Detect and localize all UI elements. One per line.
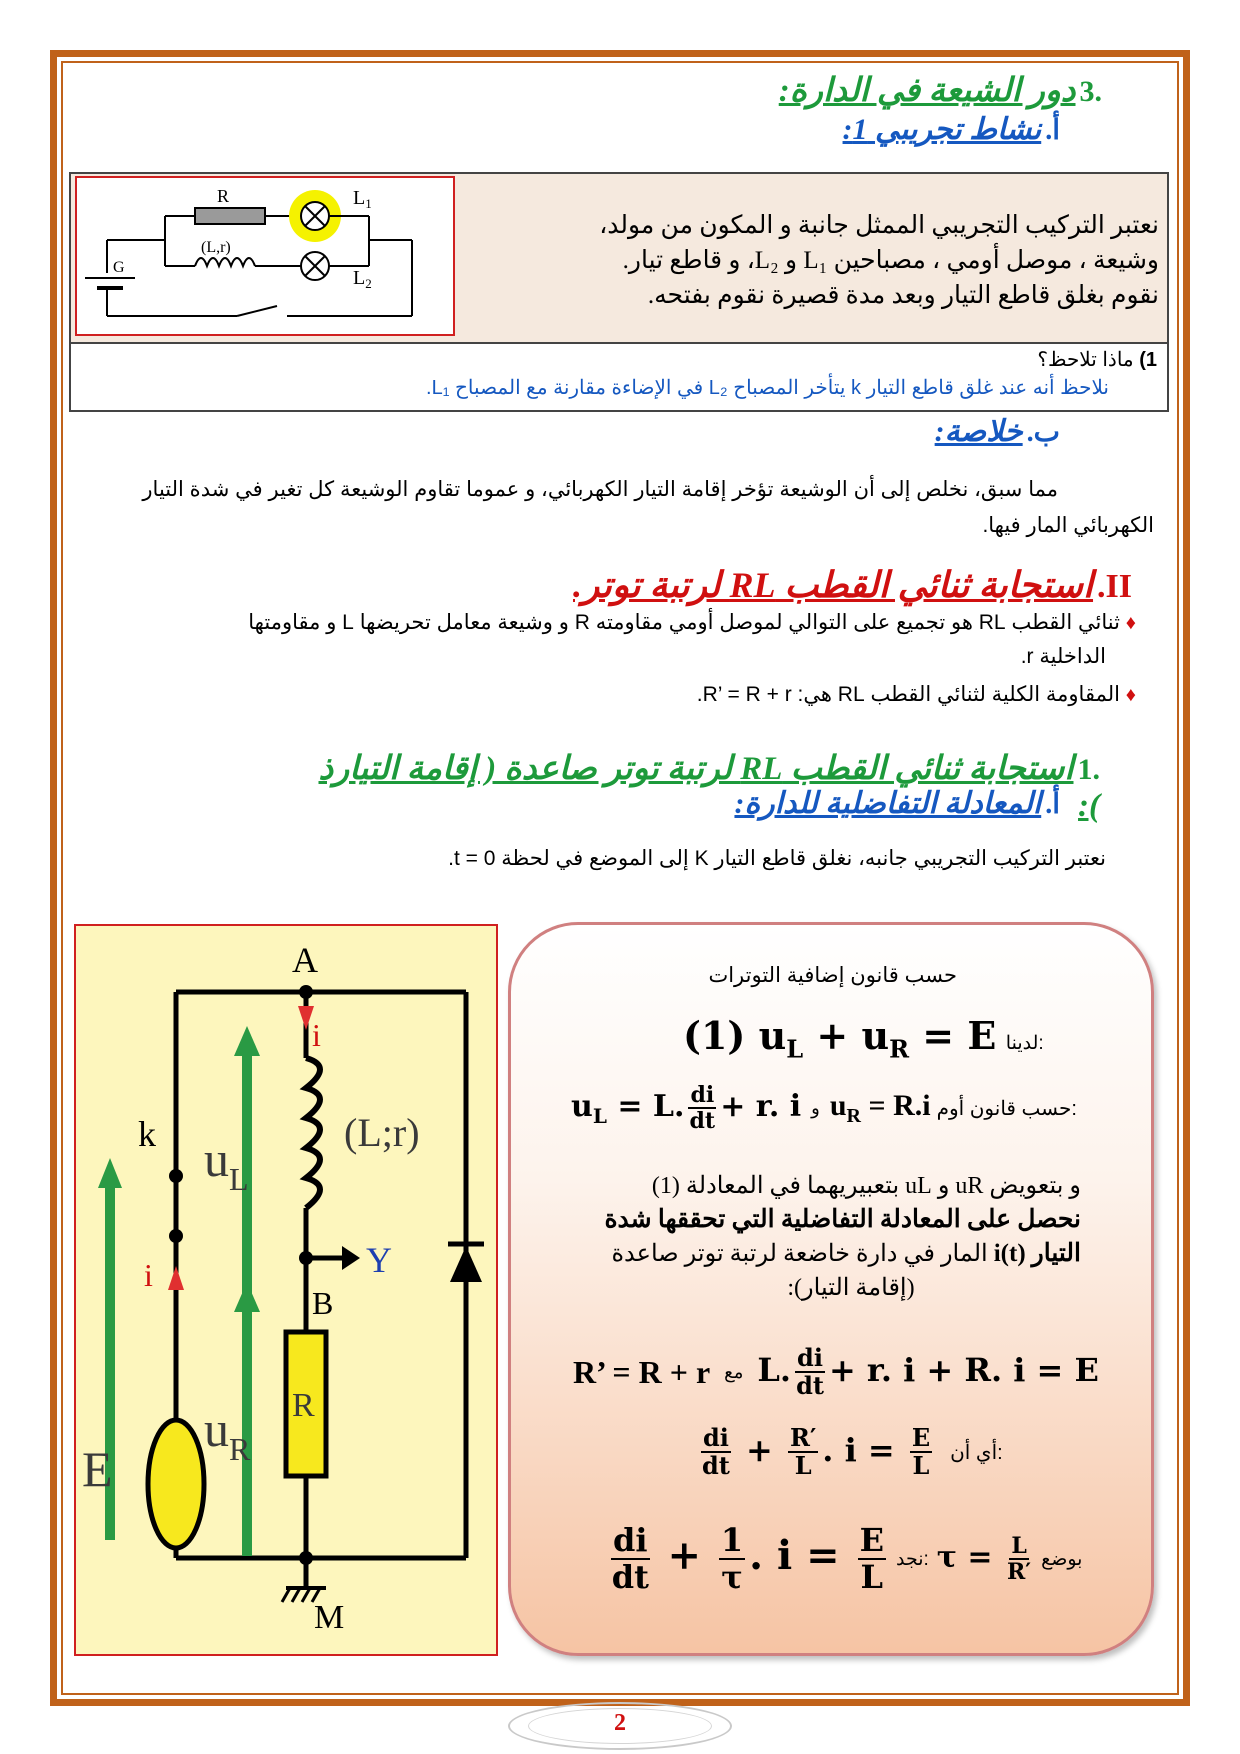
result-line-1: نحصل على المعادلة التفاضلية التي تحققها شدة: [604, 1206, 1081, 1233]
bullet-2: [76, 678, 1136, 712]
bullet-diamond-icon: ♦: [1125, 684, 1136, 706]
equation-final: $\frac{di}{dt}$ + $\frac{1}{\tau}$ . i = $\frac{E}{L}$: [611, 1521, 884, 1597]
switch-k-label: k: [138, 1114, 156, 1154]
question-text: ماذا تلاحظ؟: [1037, 349, 1134, 371]
label-R: R: [217, 186, 230, 206]
section3-number: .3: [1079, 75, 1102, 108]
voltage-uL-label: $u_L$: [204, 1131, 249, 1197]
bullet-1-line-2: الداخلية r.: [1020, 645, 1106, 668]
emf-E-label: E: [82, 1441, 113, 1497]
ul-expression: $u_L = L$. $\frac{di}{dt}$ + r. i: [571, 1082, 802, 1135]
activity-description: [469, 208, 1159, 313]
label-L1: $L_1$: [353, 187, 372, 211]
lamp-circuit-svg: [77, 178, 453, 334]
label-coil: (L,r): [201, 239, 231, 256]
result-line-2b: i(t): [993, 1240, 1026, 1267]
current-i-label-top: i: [312, 1017, 321, 1053]
page-number: 2: [614, 1710, 626, 1736]
result-line-2a: التيار: [1031, 1240, 1081, 1267]
and-label: و: [811, 1097, 820, 1118]
rprime-definition: R’ = R + r: [573, 1353, 711, 1390]
diff-eq-heading: [560, 786, 1060, 821]
section3-title: دور الشيعة في الدارة:: [778, 73, 1076, 109]
bullet-1: [76, 606, 1136, 640]
result-line-3: (إقامة التيار):: [787, 1275, 915, 1301]
conclusion-text: [94, 472, 1154, 544]
rl-circuit-svg: [76, 926, 496, 1654]
node-M-label: M: [314, 1599, 345, 1636]
label-L2: $L_2$: [353, 267, 372, 291]
tau-definition: τ = $\frac{L}{R'}$: [936, 1533, 1032, 1586]
activity-line-3: نقوم بغلق قاطع التيار وبعد مدة قصيرة نقوم بفتحه.: [647, 282, 1159, 309]
equation-3-row: [697, 1425, 1003, 1480]
answer-text: نلاحظ أنه عند غلق قاطع التيار k يتأخر المصباح L₂ في الإضاءة مقارنة مع المصباح L₁.: [426, 377, 1109, 399]
we-have-label: لدينا:: [1005, 1033, 1044, 1054]
with-label: مع: [724, 1361, 744, 1382]
node-A-label: A: [292, 940, 318, 980]
coil-label: (L;r): [344, 1110, 420, 1155]
ohm-law-row: [571, 1083, 1077, 1133]
substitution-text: [561, 1169, 1081, 1305]
section2-bullets: [76, 606, 1136, 712]
setting-label: بوضع: [1041, 1548, 1083, 1570]
ohm-law-label: حسب قانون أوم:: [936, 1097, 1077, 1120]
differential-equation-panel: [508, 922, 1154, 1656]
subsection1-title: استجابة ثنائي القطب RL لرتبة توتر صاعدة ( إقامة التيارذ ):: [318, 751, 1100, 824]
activity-question: [97, 346, 1157, 402]
ur-expression: $u_R = R.i$: [829, 1088, 931, 1127]
conclusion-letter: ب.: [1026, 417, 1060, 448]
activity-line-2: وشيعة ، موصل أومي ، مصباحين L₁ و L₂، و قاطع تيار.: [622, 247, 1159, 274]
section2-heading: [432, 564, 1132, 606]
conclusion-title: خلاصة:: [934, 415, 1023, 448]
resistor-R-label: R: [292, 1387, 315, 1424]
activity-line-1: نعتبر التركيب التجريبي الممثل جانبة و المكون من مولد،: [599, 212, 1159, 239]
equation-2: L. $\frac{di}{dt}$ + r. i + R. i = E: [757, 1343, 1099, 1401]
diff-eq-letter: أ.: [1045, 789, 1060, 820]
voltage-law-title: حسب قانون إضافية التوترات: [708, 964, 957, 987]
equation-1: (1) $u_L + u_R = E$: [683, 1013, 997, 1064]
bullet-2-text: المقاومة الكلية لثنائي القطب RL هي: R’ = R + r.: [696, 683, 1120, 706]
current-i-label-left: i: [144, 1257, 153, 1293]
activity-heading: [660, 112, 1060, 147]
current-arrow-left-icon: [168, 1266, 184, 1290]
section3-heading: [702, 70, 1102, 110]
equation-2-row: [573, 1345, 1099, 1400]
bullet-1-line-1: ثنائي القطب RL هو تجميع على التوالي لموصل أومي مقاومته R و وشيعة معامل تحريضها L و مقاومتها: [248, 611, 1120, 634]
lamp-circuit-diagram: [75, 176, 455, 336]
output-Y-label: Y: [366, 1240, 392, 1280]
i-e-label: أي أن:: [950, 1441, 1003, 1464]
we-find-label: نجد:: [895, 1548, 929, 1570]
conclusion-line-2: الكهربائي المار فيها.: [982, 514, 1154, 537]
activity-title: نشاط تجريبي 1:: [842, 113, 1042, 146]
voltage-uR-label: $u_R$: [204, 1401, 251, 1467]
question-number: 1): [1139, 349, 1157, 371]
result-line-2-rest: المار في دارة خاضعة لرتبة توتر صاعدة: [611, 1241, 988, 1267]
equation-1-row: [683, 1013, 1044, 1064]
node-B-label: B: [312, 1285, 334, 1321]
diff-eq-title: المعادلة التفاضلية للدارة:: [734, 787, 1042, 820]
substitution-line: و بتعويض uR و uL بتعبيريهما في المعادلة (1): [651, 1173, 1081, 1199]
section2-number: II.: [1097, 568, 1132, 605]
activity-letter: أ.: [1045, 115, 1060, 146]
subsection1-intro: نعتبر التركيب التجريبي جانبه، نغلق قاطع التيار K إلى الموضع في لحظة t = 0.: [448, 847, 1106, 870]
equation-4-row: [607, 1523, 1082, 1595]
label-G: G: [113, 259, 125, 276]
equation-3: $\frac{di}{dt}$ + $\frac{R'}{L}$ . i = $\frac{E}{L}$: [702, 1423, 931, 1481]
subsection1-number: .1: [1077, 753, 1100, 786]
conclusion-line-1: مما سبق، نخلص إلى أن الوشيعة تؤخر إقامة التيار الكهربائي، و عموما تقاوم الوشيعة كل تغير في شدة التيار: [142, 478, 1058, 501]
activity-box: [69, 172, 1169, 412]
rl-circuit-diagram: [74, 924, 498, 1656]
section2-title: استجابة ثنائي القطب RL لرتبة توتر.: [573, 565, 1094, 605]
activity-description-panel: [71, 174, 1167, 344]
conclusion-heading: [660, 414, 1060, 449]
bullet-diamond-icon: ♦: [1125, 612, 1136, 634]
